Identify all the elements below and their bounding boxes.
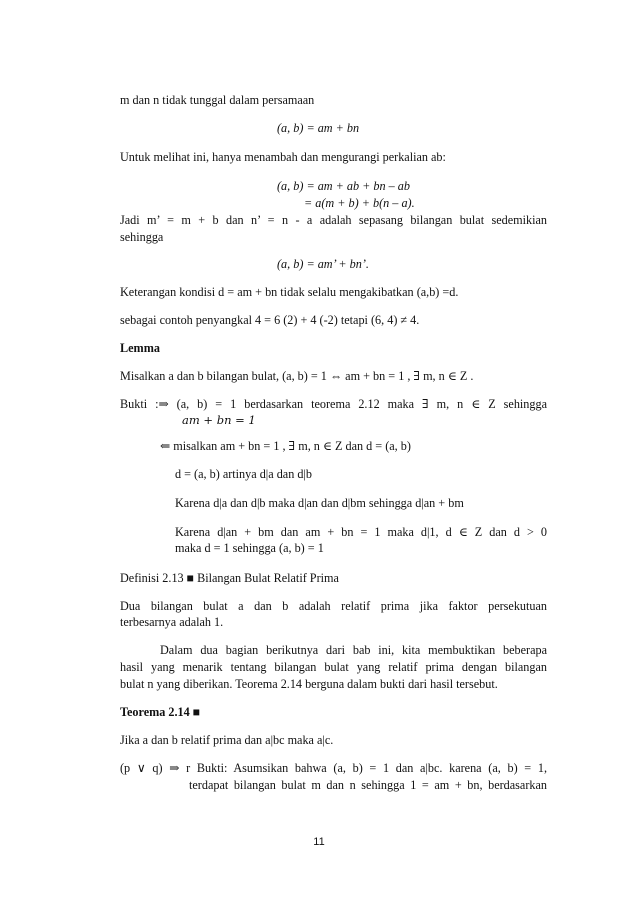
proof-line [175,540,324,556]
text-fragment: maka d = 1 sehingga (a, b) = 1 [175,541,324,555]
proof-line [189,777,547,793]
text-fragment: Keterangan kondisi d = am + bn tidak selalu mengakibatkan (a,b) =d. [120,285,459,299]
text-line [120,149,446,165]
heading-text: Teorema 2.14 ■ [120,705,201,719]
proof-line [120,396,547,412]
proof-line [175,495,464,511]
text-fragment: hasil yang menarik tentang bilangan bulat yang relatif prima dengan bilangan [120,660,547,674]
theorem-statement [120,732,333,748]
equation [182,412,256,428]
text-fragment: Dalam dua bagian berikutnya dari bab ini, kita membuktikan beberapa [160,643,547,657]
text-fragment: d = (a, b) artinya d|a dan d|b [175,467,312,481]
text-fragment: ⇐ misalkan am + bn = 1 , ∃ m, n ∈ Z dan d = (a, b) [160,439,411,453]
text-line [120,312,419,328]
text-fragment: terbesarnya adalah 1. [120,615,224,629]
text-fragment: sebagai contoh penyangkal 4 = 6 (2) + 4 (-2) tetapi (6, 4) ≠ 4. [120,313,420,327]
paragraph-line [120,676,498,692]
paragraph-line [120,659,547,675]
proof-line [175,466,312,482]
text-line [120,229,163,245]
equation-text: am + bn = 1 [182,413,256,427]
equation [304,195,415,211]
heading-text: Definisi 2.13 ■ Bilangan Bulat Relatif Prima [120,571,339,585]
proof-line [160,438,411,454]
text-line [120,284,458,300]
heading-text: Lemma [120,341,160,355]
text-fragment: Karena d|an + bm dan am + bn = 1 maka d|1, d ∈ Z dan d > 0 [175,525,547,539]
proof-line [120,760,547,776]
text-fragment: sehingga [120,230,164,244]
definition-line [120,614,223,630]
equation [277,256,369,272]
text-fragment: Dua bilangan bulat a dan b adalah relatif prima jika faktor persekutuan [120,599,547,613]
paragraph-line [160,642,547,658]
equation [277,120,359,136]
equation-text: (a, b) = am + ab + bn – ab [277,179,410,193]
proof-line [175,524,547,540]
page-number: 11 [313,836,325,848]
text-fragment: Bukti :⇒ (a, b) = 1 berdasarkan teorema 2.12 maka ∃ m, n ∈ Z sehingga [120,397,547,411]
definition-line [120,598,547,614]
definition-heading [120,570,339,586]
equation-text: (a, b) = am’ + bn’. [277,257,369,271]
equation-text: (a, b) = am + bn [277,121,360,135]
text-fragment: m dan n tidak tunggal dalam persamaan [120,93,315,107]
equation [277,178,410,194]
text-fragment: bulat n yang diberikan. Teorema 2.14 berguna dalam bukti dari hasil tersebut. [120,677,498,691]
text-fragment: Untuk melihat ini, hanya menambah dan mengurangi perkalian ab: [120,150,446,164]
lemma-statement [120,368,473,384]
text-fragment: terdapat bilangan bulat m dan n sehingga 1 = am + bn, berdasarkan [189,778,547,792]
equation-text: = a(m + b) + b(n – a). [304,196,415,210]
text-fragment: Jika a dan b relatif prima dan a|bc maka a|c. [120,733,334,747]
text-line [120,92,314,108]
text-fragment: Karena d|a dan d|b maka d|an dan d|bm sehingga d|an + bm [175,496,464,510]
lemma-heading [120,340,160,356]
text-fragment: Misalkan a dan b bilangan bulat, (a, b) = 1 ⇔ am + bn = 1 , ∃ m, n ∈ Z . [120,369,474,383]
text-line [120,212,547,228]
text-fragment: Jadi m’ = m + b dan n’ = n - a adalah sepasang bilangan bulat sedemikian [120,213,547,227]
theorem-heading [120,704,200,720]
text-fragment: (p ∨ q) ⇒ r Bukti: Asumsikan bahwa (a, b) = 1 dan a|bc. karena (a, b) = 1, [120,761,547,775]
